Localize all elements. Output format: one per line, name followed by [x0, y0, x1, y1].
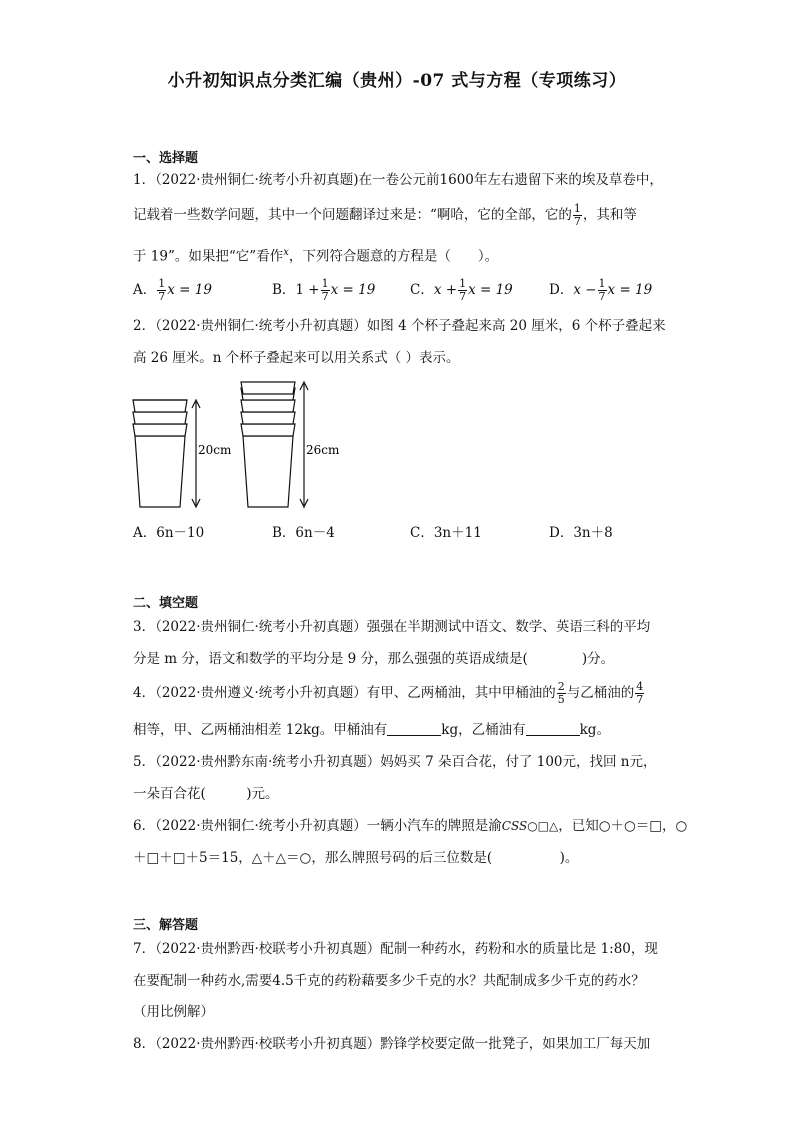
fraction-denominator: 7	[636, 693, 644, 706]
q2-option-b[interactable]: B．6n－4	[272, 525, 335, 541]
option-fraction: $\frac{1}{7}$	[459, 277, 467, 303]
q8-line1: 8．（2022·贵州黔西·校联考小升初真题）黔锋学校要定做一批凳子，如果加工厂每天加	[133, 1036, 651, 1052]
q1-line3	[133, 243, 498, 267]
option-pre: x −	[573, 282, 597, 298]
option-text: x = 19	[167, 282, 212, 298]
q4-fraction-2	[635, 681, 644, 706]
q2-option-a[interactable]: A．6n－10	[133, 525, 205, 541]
q1-line3-text: 于 19”。如果把“它”看作	[133, 248, 284, 265]
q1-line2-text: 记载着一些数学问题，其中一个问题翻译过来是：“啊哈，它的全部，它的	[133, 207, 572, 223]
option-fraction: $\frac{1}{7}$	[598, 277, 606, 303]
fraction-numerator: 1	[573, 202, 581, 215]
q4-line2-text: 相等，甲、乙两桶油相差 12kg。甲桶油有	[133, 722, 388, 738]
option-text: x = 19	[468, 282, 513, 298]
q1-option-b[interactable]	[272, 278, 375, 303]
q4-line2	[133, 720, 610, 740]
q3-line1: 3．（2022·贵州铜仁·统考小升初真题）强强在半期测试中语文、数学、英语三科的平均	[133, 619, 651, 635]
q1-line3-tail: ，下列符合题意的方程是（ ）。	[288, 248, 499, 265]
license-plate: CSS○□△	[501, 819, 559, 833]
section-heading-solve: 三、解答题	[133, 918, 199, 933]
option-pre: 1 +	[295, 282, 320, 298]
q1-variable: x	[283, 247, 289, 258]
q2-line1: 2．（2022·贵州铜仁·统考小升初真题）如图 4 个杯子叠起来高 20 厘米，6 个杯子叠起来	[133, 318, 666, 334]
option-label: B．	[272, 282, 296, 298]
q4-line2-tail: kg。	[579, 722, 610, 738]
option-text: x = 19	[330, 282, 376, 298]
option-fraction: $\frac{1}{7}$	[158, 277, 166, 303]
fraction-denominator: 5	[557, 693, 565, 706]
cups-4-stack	[133, 400, 187, 507]
option-pre: x +	[433, 282, 458, 298]
q1-option-a[interactable]	[133, 278, 212, 303]
q5-line1: 5．（2022·贵州黔东南·统考小升初真题）妈妈买 7 朵百合花，付了 100元，找回 n元，	[133, 754, 657, 770]
stacked-cups-figure	[130, 378, 350, 513]
option-label: A．	[133, 282, 157, 298]
fraction-numerator: 2	[557, 680, 565, 693]
q4-fraction-1	[557, 681, 566, 706]
height-label-20: 20cm	[198, 443, 232, 457]
q5-line2: 一朵百合花( )元。	[133, 786, 279, 802]
option-label: C．	[410, 282, 434, 298]
q1-line1: 1．（2022·贵州铜仁·统考小升初真题)在一卷公元前1600年左右遗留下来的埃及草卷中，	[133, 172, 663, 188]
q2-option-d[interactable]: D．3n＋8	[549, 525, 613, 541]
q1-option-d[interactable]	[549, 278, 652, 303]
q6-line2: ＋□＋□＋5＝15，△＋△＝○，那么牌照号码的后三位数是( )。	[133, 850, 579, 866]
q6-line1	[133, 816, 687, 836]
q6-line1-tail: ，已知○＋○＝□，○	[558, 818, 688, 834]
option-fraction: $\frac{1}{7}$	[321, 277, 329, 303]
q7-line2: 在要配制一种药水,需要4.5千克的药粉藉要多少千克的水？共配制成多少千克的药水？	[133, 973, 645, 989]
q4-line2-mid: kg，乙桶油有	[441, 722, 526, 738]
section-heading-fill: 二、填空题	[133, 596, 199, 611]
cups-6-stack	[241, 382, 295, 507]
answer-blank[interactable]	[387, 721, 441, 736]
q1-line2-tail: ，其和等	[582, 207, 637, 223]
answer-blank[interactable]	[526, 721, 580, 736]
q7-line1: 7．（2022·贵州黔西·校联考小升初真题）配制一种药水，药粉和水的质量比是 1:80，现	[133, 941, 658, 957]
q1-fraction	[573, 203, 582, 228]
q7-line3: （用比例解）	[133, 1004, 214, 1020]
fraction-denominator: 7	[573, 215, 581, 228]
height-label-26: 26cm	[306, 443, 340, 457]
q6-line1-text: 6．（2022·贵州铜仁·统考小升初真题）一辆小汽车的牌照是渝	[133, 818, 502, 834]
q2-option-c[interactable]: C．3n＋11	[410, 525, 482, 541]
q3-line2: 分是 m 分，语文和数学的平均分是 9 分，那么强强的英语成绩是( )分。	[133, 651, 615, 667]
q1-line2	[133, 203, 637, 228]
q1-option-c[interactable]	[410, 278, 513, 303]
q2-line2: 高 26 厘米。n 个杯子叠起来可以用关系式（ ）表示。	[133, 350, 460, 366]
page-title: 小升初知识点分类汇编（贵州）-07 式与方程（专项练习）	[167, 71, 627, 91]
section-heading-choice: 一、选择题	[133, 151, 199, 166]
q4-line1	[133, 681, 645, 706]
fraction-numerator: 4	[636, 680, 644, 693]
option-label: D．	[549, 282, 574, 298]
q4-line1-text: 4．（2022·贵州遵义·统考小升初真题）有甲、乙两桶油，其中甲桶油的	[133, 685, 556, 701]
option-text: x = 19	[607, 282, 653, 298]
q4-line1-mid: 与乙桶油的	[566, 685, 635, 701]
